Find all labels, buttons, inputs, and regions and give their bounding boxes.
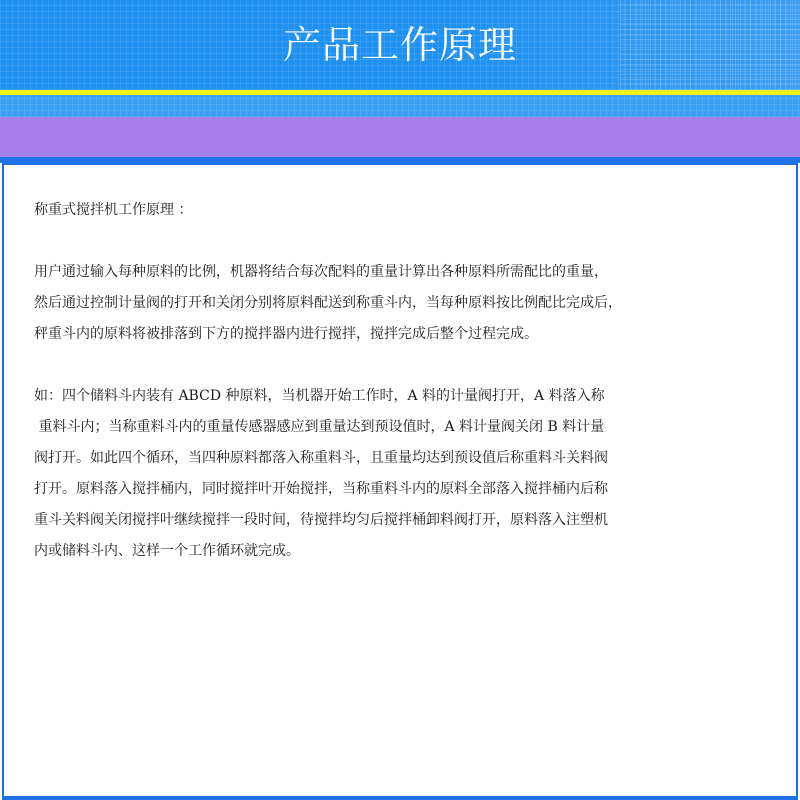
paragraph2-line: 内或储料斗内、这样一个工作循环就完成。	[34, 543, 300, 559]
header-banner	[0, 0, 800, 90]
content-heading: 称重式搅拌机工作原理 ：	[34, 202, 193, 218]
page-title: 产品工作原理	[282, 23, 517, 67]
purple-divider-band	[0, 117, 800, 157]
content-panel	[2, 163, 798, 798]
paragraph2-line: 打开。原料落入搅拌桶内，同时搅拌叶开始搅拌，当称重料斗内的原料全部落入搅拌桶内后称	[34, 481, 608, 497]
blue-divider-band	[0, 95, 800, 117]
paragraph1-line: 用户通过输入每种原料的比例，机器将结合每次配料的重量计算出各种原料所需配比的重量，	[34, 264, 608, 280]
paragraph1-line: 秤重斗内的原料将被排落到下方的搅拌器内进行搅拌，搅拌完成后整个过程完成。	[34, 326, 538, 342]
paragraph2-line: 阀打开。如此四个循环，当四种原料都落入称重料斗，且重量均达到预设值后称重料斗关料阀	[34, 450, 608, 466]
paragraph2-line: 重料斗内；当称重料斗内的重量传感器感应到重量达到预设值时，A 料计量阀关闭 B 料计量	[34, 419, 605, 435]
content-body	[34, 195, 779, 567]
paragraph-gap	[34, 226, 779, 257]
paragraph2-line: 如：四个储料斗内装有 ABCD 种原料，当机器开始工作时，A 料的计量阀打开，A 料落入称	[34, 388, 605, 404]
paragraph1-line: 然后通过控制计量阀的打开和关闭分别将原料配送到称重斗内，当每种原料按比例配比完成后，	[34, 295, 622, 311]
paragraph-gap	[34, 350, 779, 381]
paragraph2-line: 重斗关料阀关闭搅拌叶继续搅拌一段时间，待搅拌均匀后搅拌桶卸料阀打开，原料落入注塑机	[34, 512, 608, 528]
